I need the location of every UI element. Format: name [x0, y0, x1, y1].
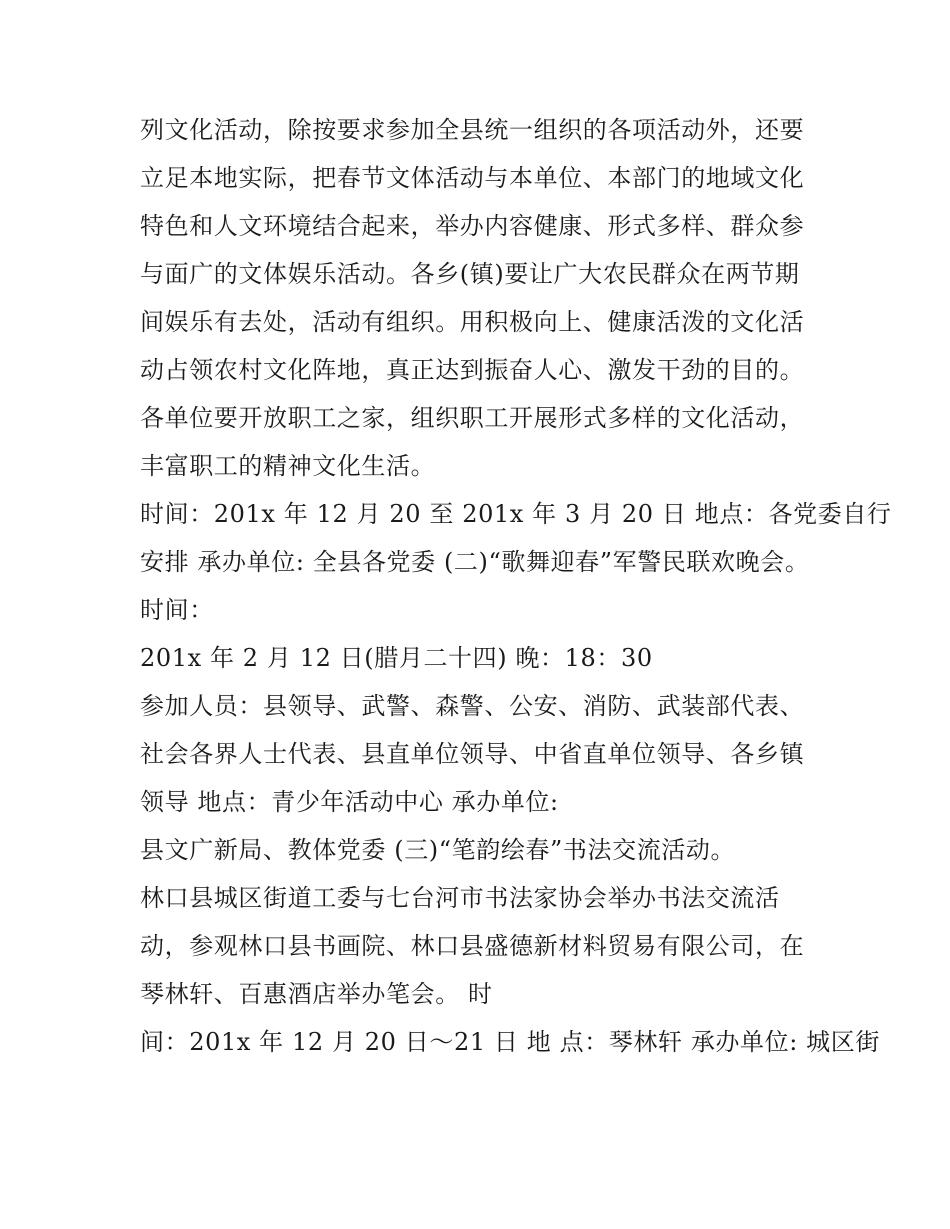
text-line: 特色和人文环境结合起来，举办内容健康、形式多样、群众参: [140, 212, 805, 240]
text-line: 时间：201x 年 12 月 20 至 201x 年 3 月 20 日 地点：各党委自行: [140, 500, 892, 528]
text-line: 201x 年 2 月 12 日(腊月二十四) 晚：18：30: [140, 644, 653, 672]
text-line: 时间：: [140, 596, 214, 624]
text-line: 间：201x 年 12 月 20 日～21 日 地 点：琴林轩 承办单位: 城区街: [140, 1028, 880, 1056]
text-line: 间娱乐有去处，活动有组织。用积极向上、健康活泼的文化活: [140, 308, 805, 336]
text-line: 领导 地点：青少年活动中心 承办单位:: [140, 788, 559, 816]
text-line: 各单位要开放职工之家，组织职工开展形式多样的文化活动，: [140, 404, 805, 432]
text-line: 动，参观林口县书画院、林口县盛德新材料贸易有限公司，在: [140, 932, 805, 960]
text-line: 与面广的文体娱乐活动。各乡(镇)要让广大农民群众在两节期: [140, 260, 800, 288]
text-line: 丰富职工的精神文化生活。: [140, 452, 436, 480]
text-line: 县文广新局、教体党委 (三)“笔韵绘春”书法交流活动。: [140, 836, 736, 864]
text-line: 琴林轩、百惠酒店举办笔会。 时: [140, 980, 493, 1008]
text-line: 社会各界人士代表、县直单位领导、中省直单位领导、各乡镇: [140, 740, 805, 768]
text-line: 列文化活动，除按要求参加全县统一组织的各项活动外，还要: [140, 116, 805, 144]
text-line: 安排 承办单位: 全县各党委 (二)“歌舞迎春”军警民联欢晚会。: [140, 548, 810, 576]
text-line: 参加人员：县领导、武警、森警、公安、消防、武装部代表、: [140, 692, 805, 720]
document-body: [140, 106, 892, 1066]
text-line: 立足本地实际，把春节文体活动与本单位、本部门的地域文化: [140, 164, 805, 192]
text-line: 林口县城区街道工委与七台河市书法家协会举办书法交流活: [140, 884, 780, 912]
text-line: 动占领农村文化阵地，真正达到振奋人心、激发干劲的目的。: [140, 356, 805, 384]
